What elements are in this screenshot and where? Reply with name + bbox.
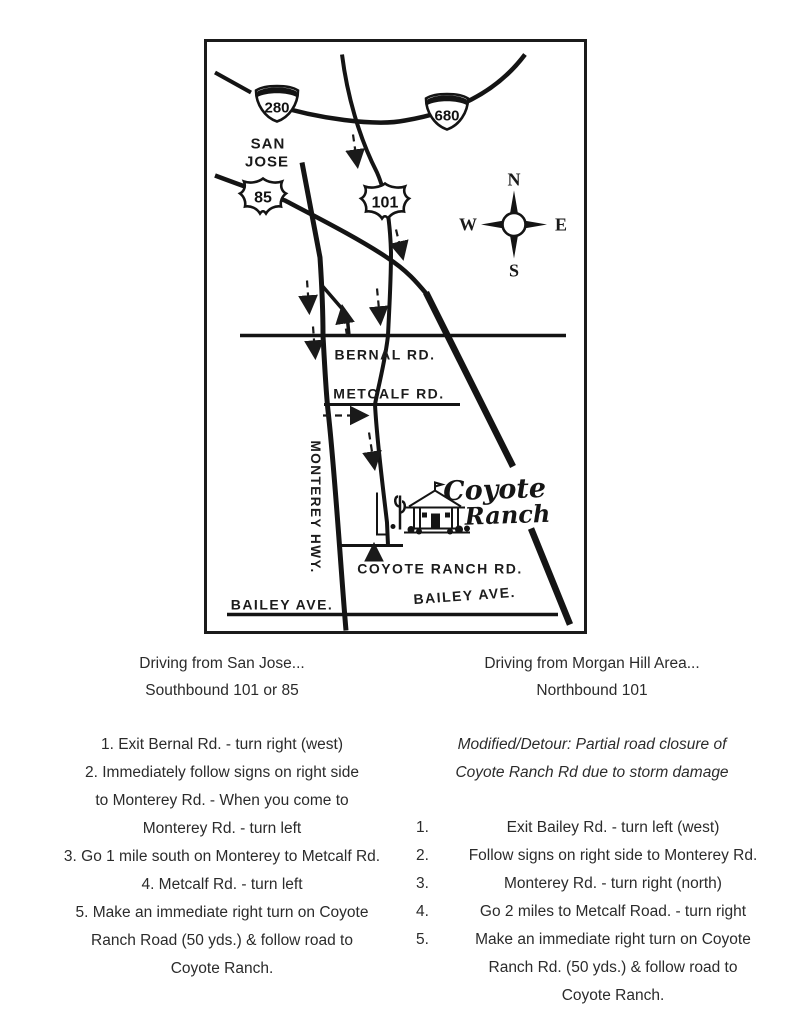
- road-101-freeway-upper: [426, 293, 513, 467]
- right-title-line1: Driving from Morgan Hill Area...: [484, 655, 700, 672]
- route-arrow-icon: [313, 327, 315, 354]
- detour-note-line2: Coyote Ranch Rd due to storm damage: [455, 764, 729, 781]
- step-line: Ranch Road (50 yds.) & follow road to: [91, 932, 353, 949]
- step-line: to Monterey Rd. - When you come to: [95, 792, 349, 809]
- road-280-680: [273, 55, 525, 123]
- shield-280-number: 280: [264, 99, 290, 117]
- metcalf-rd-label: METCALF RD.: [333, 385, 445, 402]
- step-line: Coyote Ranch.: [561, 987, 665, 1004]
- bernal-rd-label: BERNAL RD.: [334, 346, 436, 363]
- cactus-icon: [391, 496, 405, 530]
- step-row: [408, 870, 776, 898]
- step-text: Exit Bailey Rd. - turn left (west): [506, 819, 720, 836]
- route-arrow-icon: [396, 230, 402, 255]
- directions-from-san-jose: [36, 650, 408, 983]
- right-steps: [408, 814, 776, 1010]
- road-101-to-ranch: [342, 55, 391, 546]
- compass-n-label: N: [507, 169, 521, 190]
- step-number: 2.: [416, 847, 429, 864]
- step-text: Monterey Rd. - turn right (north): [504, 875, 722, 892]
- bailey-ave-left-label: BAILEY AVE.: [230, 596, 334, 613]
- logo-ranch-text: Ranch: [464, 498, 551, 531]
- bailey-ave-right-label: BAILEY AVE.: [412, 583, 517, 608]
- step-line: 3. Go 1 mile south on Monterey to Metcalf Rd.: [63, 848, 381, 865]
- detour-note: [408, 731, 776, 787]
- step-number: 3.: [416, 875, 429, 892]
- detour-note-line1: Modified/Detour: Partial road closure of: [457, 736, 727, 753]
- logo-coyote-text: Coyote: [442, 472, 547, 508]
- step-line: Make an immediate right turn on Coyote: [475, 931, 751, 948]
- step-number: 1.: [416, 819, 429, 836]
- shield-101-number: 101: [371, 194, 399, 212]
- city-label-jose: JOSE: [244, 153, 290, 171]
- monterey-hwy-label: MONTEREY HWY.: [308, 440, 323, 574]
- interstate-680-shield-icon: [426, 94, 468, 130]
- route-arrow-icon: [369, 433, 374, 465]
- step-line: 4. Metcalf Rd. - turn left: [141, 876, 303, 893]
- shield-85-number: 85: [254, 189, 272, 207]
- step-line: 5. Make an immediate right turn on Coyote: [75, 904, 369, 921]
- compass-w-label: W: [459, 214, 477, 235]
- road-stub-northwest: [215, 73, 251, 93]
- map-frame: [204, 39, 587, 634]
- step-line: 1. Exit Bernal Rd. - turn right (west): [100, 736, 344, 753]
- coyote-ranch-rd-label: COYOTE RANCH RD.: [357, 560, 523, 577]
- step-line: 2. Immediately follow signs on right side: [85, 764, 359, 781]
- route-arrow-icon: [353, 135, 357, 163]
- shield-680-number: 680: [434, 107, 460, 125]
- road-map: [207, 42, 584, 631]
- compass-s-label: S: [508, 260, 520, 281]
- us-101-shield-icon: [361, 184, 409, 219]
- step-text: Go 2 miles to Metcalf Road. - turn right: [479, 903, 747, 920]
- step-row: [408, 814, 776, 842]
- right-title: [408, 650, 776, 704]
- step-line: Ranch Rd. (50 yds.) & follow road to: [488, 959, 738, 976]
- left-title-line2: Southbound 101 or 85: [145, 682, 299, 699]
- city-label-san: SAN: [250, 135, 286, 153]
- step-row: [408, 842, 776, 870]
- step-line: Monterey Rd. - turn left: [142, 820, 302, 837]
- interstate-280-shield-icon: [256, 86, 298, 122]
- right-title-line2: Northbound 101: [536, 682, 648, 699]
- step-number: 5.: [416, 931, 429, 948]
- step-number: 4.: [416, 903, 429, 920]
- step-text: Follow signs on right side to Monterey Rd.: [468, 847, 758, 864]
- left-title: [36, 650, 408, 704]
- compass-e-label: E: [554, 214, 568, 235]
- left-steps: [36, 731, 408, 983]
- step-row: [408, 926, 776, 1010]
- step-text: [450, 926, 776, 1010]
- step-line: Coyote Ranch.: [170, 960, 274, 977]
- route-arrow-icon: [307, 281, 309, 309]
- left-title-line1: Driving from San Jose...: [139, 655, 305, 672]
- step-row: [408, 898, 776, 926]
- road-bernal-ramp: [322, 286, 349, 336]
- us-85-shield-icon: [240, 179, 286, 214]
- route-arrow-icon: [377, 289, 380, 320]
- road-101-freeway-lower: [531, 529, 570, 625]
- compass-rose-icon: [459, 170, 567, 281]
- directions-from-morgan-hill: [408, 650, 776, 1010]
